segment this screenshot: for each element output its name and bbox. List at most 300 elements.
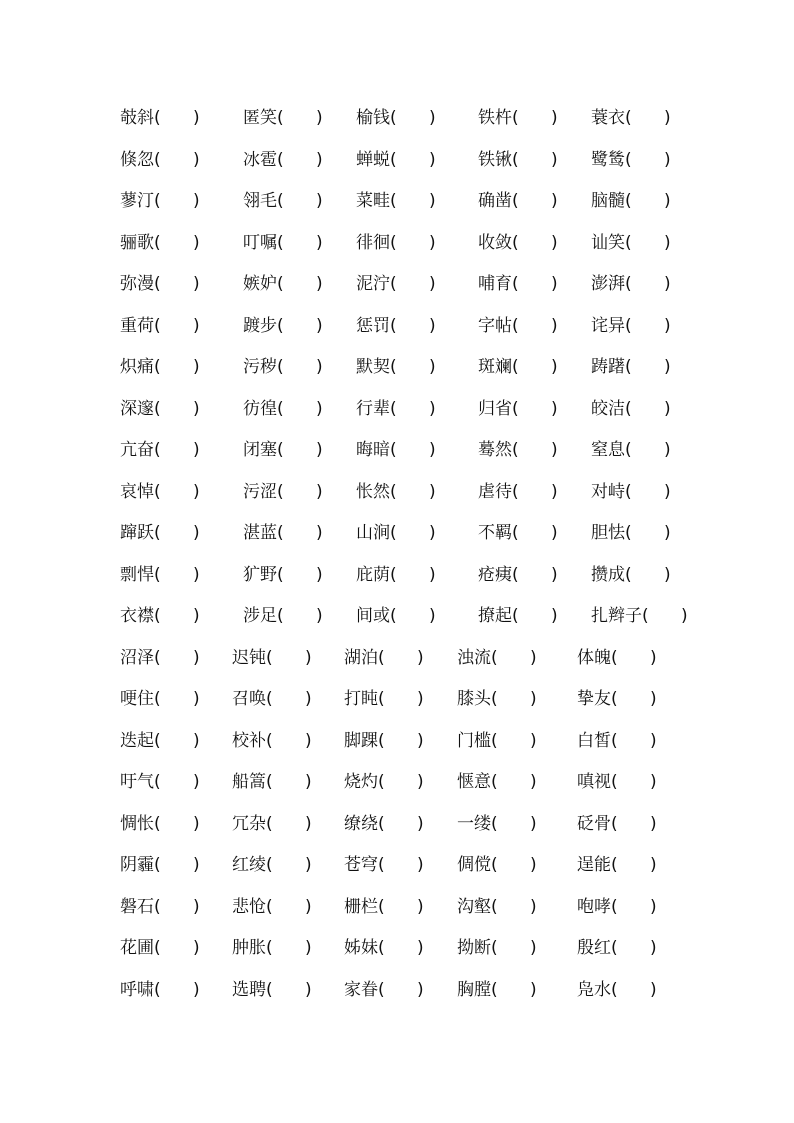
answer-blank[interactable]: ( ) <box>277 315 323 336</box>
answer-blank[interactable]: ( ) <box>266 938 312 958</box>
word-text: 烧灼 <box>344 772 378 792</box>
word-item <box>243 270 323 298</box>
word-text: 沟壑 <box>457 896 491 917</box>
word-text: 阴霾 <box>120 855 154 875</box>
answer-blank[interactable]: ( ) <box>378 647 424 668</box>
answer-blank[interactable]: ( ) <box>491 979 537 1000</box>
answer-blank[interactable]: ( ) <box>512 357 558 377</box>
word-item <box>243 395 323 423</box>
word-text: 一缕 <box>457 813 491 834</box>
answer-blank[interactable]: ( ) <box>266 730 312 751</box>
answer-blank[interactable]: ( ) <box>277 606 323 626</box>
word-item <box>577 851 657 879</box>
answer-blank[interactable]: ( ) <box>611 855 657 875</box>
answer-blank[interactable]: ( ) <box>390 481 436 502</box>
answer-blank[interactable]: ( ) <box>277 398 323 419</box>
word-text: 惬意 <box>457 772 491 792</box>
word-text: 哺育 <box>478 274 512 294</box>
word-item <box>243 229 323 257</box>
answer-blank[interactable]: ( ) <box>390 108 436 128</box>
answer-blank[interactable]: ( ) <box>512 523 558 543</box>
word-text: 重荷 <box>120 315 154 336</box>
word-text: 诧异 <box>591 315 625 336</box>
word-text: 彷徨 <box>243 398 277 419</box>
word-item <box>120 644 200 672</box>
answer-blank[interactable]: ( ) <box>390 149 436 170</box>
answer-blank[interactable]: ( ) <box>154 564 200 585</box>
answer-blank[interactable]: ( ) <box>266 855 312 875</box>
word-item <box>120 851 200 879</box>
answer-blank[interactable]: ( ) <box>154 357 200 377</box>
word-text: 蓼汀 <box>120 191 154 211</box>
word-text: 胸膛 <box>457 979 491 1000</box>
word-row <box>0 187 794 215</box>
word-item <box>356 602 436 630</box>
word-item <box>577 934 657 962</box>
word-row <box>0 561 794 589</box>
word-item <box>577 727 657 755</box>
word-text: 晦暗 <box>356 440 390 460</box>
word-text: 闭塞 <box>243 440 277 460</box>
word-item <box>232 768 312 796</box>
answer-blank[interactable]: ( ) <box>512 191 558 211</box>
word-text: 炽痛 <box>120 357 154 377</box>
answer-blank[interactable]: ( ) <box>277 357 323 377</box>
word-text: 逞能 <box>577 855 611 875</box>
answer-blank[interactable]: ( ) <box>154 191 200 211</box>
word-text: 哀悼 <box>120 481 154 502</box>
answer-blank[interactable]: ( ) <box>512 398 558 419</box>
word-item <box>591 478 671 506</box>
word-item <box>457 934 537 962</box>
answer-blank[interactable]: ( ) <box>512 274 558 294</box>
word-row <box>0 810 794 838</box>
answer-blank[interactable]: ( ) <box>266 813 312 834</box>
answer-blank[interactable]: ( ) <box>390 191 436 211</box>
answer-blank[interactable]: ( ) <box>642 606 688 626</box>
word-item <box>243 602 323 630</box>
word-row <box>0 893 794 921</box>
word-text: 怅然 <box>356 481 390 502</box>
word-item <box>356 561 436 589</box>
word-text: 惆怅 <box>120 813 154 834</box>
word-text: 吁气 <box>120 772 154 792</box>
word-text: 蹿跃 <box>120 523 154 543</box>
answer-blank[interactable]: ( ) <box>390 398 436 419</box>
word-item <box>356 146 436 174</box>
answer-blank[interactable]: ( ) <box>390 274 436 294</box>
word-item <box>478 519 558 547</box>
answer-blank[interactable]: ( ) <box>390 315 436 336</box>
word-row <box>0 644 794 672</box>
word-row <box>0 229 794 257</box>
answer-blank[interactable]: ( ) <box>625 523 671 543</box>
answer-blank[interactable]: ( ) <box>154 938 200 958</box>
answer-blank[interactable]: ( ) <box>611 938 657 958</box>
word-item <box>243 561 323 589</box>
word-item <box>478 146 558 174</box>
word-text: 惩罚 <box>356 315 390 336</box>
word-item <box>344 685 424 713</box>
word-text: 山涧 <box>356 523 390 543</box>
answer-blank[interactable]: ( ) <box>277 274 323 294</box>
word-item <box>577 644 657 672</box>
answer-blank[interactable]: ( ) <box>277 232 323 253</box>
word-item <box>120 893 200 921</box>
answer-blank[interactable]: ( ) <box>154 689 200 709</box>
answer-blank[interactable]: ( ) <box>266 896 312 917</box>
answer-blank[interactable]: ( ) <box>277 108 323 128</box>
word-text: 蓑衣 <box>591 108 625 128</box>
answer-blank[interactable]: ( ) <box>611 772 657 792</box>
word-item <box>120 727 200 755</box>
word-text: 斑斓 <box>478 357 512 377</box>
word-text: 鹭鸶 <box>591 149 625 170</box>
word-text: 肿胀 <box>232 938 266 958</box>
answer-blank[interactable]: ( ) <box>611 730 657 751</box>
answer-blank[interactable]: ( ) <box>625 232 671 253</box>
word-text: 花圃 <box>120 938 154 958</box>
word-item <box>120 104 200 132</box>
word-text: 倏忽 <box>120 149 154 170</box>
word-text: 嗔视 <box>577 772 611 792</box>
word-text: 翎毛 <box>243 191 277 211</box>
word-text: 撩起 <box>478 606 512 626</box>
answer-blank[interactable]: ( ) <box>378 979 424 1000</box>
word-row <box>0 312 794 340</box>
answer-blank[interactable]: ( ) <box>378 938 424 958</box>
word-text: 召唤 <box>232 689 266 709</box>
answer-blank[interactable]: ( ) <box>277 523 323 543</box>
answer-blank[interactable]: ( ) <box>277 564 323 585</box>
word-item <box>120 353 200 381</box>
word-text: 倜傥 <box>457 855 491 875</box>
answer-blank[interactable]: ( ) <box>625 481 671 502</box>
word-item <box>232 727 312 755</box>
word-text: 亢奋 <box>120 440 154 460</box>
word-text: 收敛 <box>478 232 512 253</box>
answer-blank[interactable]: ( ) <box>154 896 200 917</box>
answer-blank[interactable]: ( ) <box>491 772 537 792</box>
word-item <box>356 312 436 340</box>
word-item <box>356 229 436 257</box>
word-item <box>591 602 688 630</box>
word-item <box>356 353 436 381</box>
word-item <box>243 436 323 464</box>
word-text: 虐待 <box>478 481 512 502</box>
answer-blank[interactable]: ( ) <box>491 689 537 709</box>
word-item <box>356 187 436 215</box>
answer-blank[interactable]: ( ) <box>277 481 323 502</box>
word-item <box>457 851 537 879</box>
answer-blank[interactable]: ( ) <box>625 398 671 419</box>
answer-blank[interactable]: ( ) <box>154 979 200 1000</box>
answer-blank[interactable]: ( ) <box>154 523 200 543</box>
word-text: 踱步 <box>243 315 277 336</box>
answer-blank[interactable]: ( ) <box>625 274 671 294</box>
word-item <box>344 644 424 672</box>
word-item <box>457 727 537 755</box>
answer-blank[interactable]: ( ) <box>154 730 200 751</box>
word-text: 叮嘱 <box>243 232 277 253</box>
word-row <box>0 436 794 464</box>
word-text: 家眷 <box>344 979 378 1000</box>
word-text: 拗断 <box>457 938 491 958</box>
word-text: 挚友 <box>577 689 611 709</box>
answer-blank[interactable]: ( ) <box>625 357 671 377</box>
word-row <box>0 934 794 962</box>
answer-blank[interactable]: ( ) <box>611 813 657 834</box>
word-text: 铁锹 <box>478 149 512 170</box>
word-item <box>591 312 671 340</box>
word-item <box>356 104 436 132</box>
word-item <box>591 187 671 215</box>
word-item <box>120 685 200 713</box>
answer-blank[interactable]: ( ) <box>154 813 200 834</box>
word-row <box>0 519 794 547</box>
word-row <box>0 478 794 506</box>
word-text: 澎湃 <box>591 274 625 294</box>
word-text: 红绫 <box>232 855 266 875</box>
word-item <box>344 851 424 879</box>
answer-blank[interactable]: ( ) <box>512 440 558 460</box>
word-item <box>120 395 200 423</box>
answer-blank[interactable]: ( ) <box>378 772 424 792</box>
word-text: 间或 <box>356 606 390 626</box>
word-text: 扎辫子 <box>591 606 642 626</box>
answer-blank[interactable]: ( ) <box>491 896 537 917</box>
word-text: 冗杂 <box>232 813 266 834</box>
answer-blank[interactable]: ( ) <box>154 481 200 502</box>
answer-blank[interactable]: ( ) <box>491 730 537 751</box>
word-item <box>457 976 537 1004</box>
word-item <box>591 353 671 381</box>
answer-blank[interactable]: ( ) <box>378 730 424 751</box>
answer-blank[interactable]: ( ) <box>378 689 424 709</box>
word-text: 砭骨 <box>577 813 611 834</box>
word-item <box>232 685 312 713</box>
answer-blank[interactable]: ( ) <box>625 315 671 336</box>
answer-blank[interactable]: ( ) <box>390 523 436 543</box>
answer-blank[interactable]: ( ) <box>154 398 200 419</box>
answer-blank[interactable]: ( ) <box>378 855 424 875</box>
word-text: 殷红 <box>577 938 611 958</box>
word-item <box>243 104 323 132</box>
word-text: 哽住 <box>120 689 154 709</box>
word-item <box>591 561 671 589</box>
word-text: 打盹 <box>344 689 378 709</box>
word-item <box>344 934 424 962</box>
word-text: 讪笑 <box>591 232 625 253</box>
word-item <box>478 353 558 381</box>
word-text: 脑髓 <box>591 191 625 211</box>
answer-blank[interactable]: ( ) <box>266 979 312 1000</box>
word-item <box>478 229 558 257</box>
word-item <box>344 893 424 921</box>
word-text: 踌躇 <box>591 357 625 377</box>
answer-blank[interactable]: ( ) <box>491 938 537 958</box>
word-item <box>120 187 200 215</box>
word-item <box>457 810 537 838</box>
answer-blank[interactable]: ( ) <box>390 606 436 626</box>
word-item <box>591 146 671 174</box>
answer-blank[interactable]: ( ) <box>154 274 200 294</box>
answer-blank[interactable]: ( ) <box>491 813 537 834</box>
word-text: 深邃 <box>120 398 154 419</box>
word-item <box>232 934 312 962</box>
word-row <box>0 851 794 879</box>
answer-blank[interactable]: ( ) <box>154 108 200 128</box>
answer-blank[interactable]: ( ) <box>611 979 657 1000</box>
answer-blank[interactable]: ( ) <box>154 315 200 336</box>
answer-blank[interactable]: ( ) <box>277 440 323 460</box>
word-text: 行辈 <box>356 398 390 419</box>
word-item <box>356 519 436 547</box>
answer-blank[interactable]: ( ) <box>277 149 323 170</box>
word-text: 确凿 <box>478 191 512 211</box>
word-item <box>478 561 558 589</box>
word-text: 榆钱 <box>356 108 390 128</box>
word-text: 默契 <box>356 357 390 377</box>
word-row <box>0 353 794 381</box>
word-item <box>356 270 436 298</box>
word-item <box>243 519 323 547</box>
word-item <box>356 478 436 506</box>
word-item <box>120 229 200 257</box>
answer-blank[interactable]: ( ) <box>611 689 657 709</box>
answer-blank[interactable]: ( ) <box>512 564 558 585</box>
word-item <box>232 644 312 672</box>
word-text: 蓦然 <box>478 440 512 460</box>
answer-blank[interactable]: ( ) <box>625 149 671 170</box>
word-item <box>120 976 200 1004</box>
word-item <box>356 395 436 423</box>
word-item <box>232 851 312 879</box>
word-text: 浊流 <box>457 647 491 668</box>
word-text: 菜畦 <box>356 191 390 211</box>
word-item <box>232 893 312 921</box>
word-item <box>120 270 200 298</box>
word-item <box>243 146 323 174</box>
word-text: 攲斜 <box>120 108 154 128</box>
word-text: 选聘 <box>232 979 266 1000</box>
answer-blank[interactable]: ( ) <box>154 772 200 792</box>
answer-blank[interactable]: ( ) <box>625 564 671 585</box>
answer-blank[interactable]: ( ) <box>390 564 436 585</box>
word-text: 胆怯 <box>591 523 625 543</box>
word-row <box>0 270 794 298</box>
answer-blank[interactable]: ( ) <box>378 896 424 917</box>
answer-blank[interactable]: ( ) <box>491 855 537 875</box>
word-text: 湖泊 <box>344 647 378 668</box>
word-item <box>577 976 657 1004</box>
word-text: 犷野 <box>243 564 277 585</box>
answer-blank[interactable]: ( ) <box>266 772 312 792</box>
answer-blank[interactable]: ( ) <box>378 813 424 834</box>
word-item <box>120 478 200 506</box>
answer-blank[interactable]: ( ) <box>625 191 671 211</box>
answer-blank[interactable]: ( ) <box>512 149 558 170</box>
word-item <box>577 768 657 796</box>
word-item <box>591 395 671 423</box>
word-text: 栅栏 <box>344 896 378 917</box>
answer-blank[interactable]: ( ) <box>390 440 436 460</box>
word-item <box>243 187 323 215</box>
word-text: 不羁 <box>478 523 512 543</box>
word-text: 窒息 <box>591 440 625 460</box>
word-item <box>356 436 436 464</box>
answer-blank[interactable]: ( ) <box>611 896 657 917</box>
word-item <box>478 395 558 423</box>
word-item <box>120 436 200 464</box>
answer-blank[interactable]: ( ) <box>277 191 323 211</box>
word-text: 湛蓝 <box>243 523 277 543</box>
word-item <box>591 436 671 464</box>
answer-blank[interactable]: ( ) <box>266 689 312 709</box>
answer-blank[interactable]: ( ) <box>154 606 200 626</box>
word-row <box>0 146 794 174</box>
answer-blank[interactable]: ( ) <box>154 647 200 668</box>
word-row <box>0 685 794 713</box>
word-text: 攒成 <box>591 564 625 585</box>
word-text: 悲怆 <box>232 896 266 917</box>
word-item <box>120 768 200 796</box>
answer-blank[interactable]: ( ) <box>512 108 558 128</box>
word-item <box>120 934 200 962</box>
word-text: 蝉蜕 <box>356 149 390 170</box>
answer-blank[interactable]: ( ) <box>611 647 657 668</box>
word-text: 皎洁 <box>591 398 625 419</box>
word-item <box>591 104 671 132</box>
word-item <box>478 104 558 132</box>
answer-blank[interactable]: ( ) <box>154 149 200 170</box>
word-text: 归省 <box>478 398 512 419</box>
answer-blank[interactable]: ( ) <box>512 315 558 336</box>
word-item <box>344 810 424 838</box>
answer-blank[interactable]: ( ) <box>512 232 558 253</box>
word-item <box>478 478 558 506</box>
answer-blank[interactable]: ( ) <box>625 440 671 460</box>
word-item <box>243 353 323 381</box>
word-text: 匿笑 <box>243 108 277 128</box>
word-item <box>457 768 537 796</box>
word-text: 骊歌 <box>120 232 154 253</box>
word-item <box>344 976 424 1004</box>
answer-blank[interactable]: ( ) <box>154 232 200 253</box>
word-text: 缭绕 <box>344 813 378 834</box>
word-text: 船篙 <box>232 772 266 792</box>
answer-blank[interactable]: ( ) <box>266 647 312 668</box>
word-text: 呼啸 <box>120 979 154 1000</box>
word-text: 膝头 <box>457 689 491 709</box>
answer-blank[interactable]: ( ) <box>512 606 558 626</box>
word-item <box>478 436 558 464</box>
word-item <box>478 602 558 630</box>
answer-blank[interactable]: ( ) <box>154 855 200 875</box>
word-row <box>0 727 794 755</box>
word-text: 庇荫 <box>356 564 390 585</box>
word-item <box>120 312 200 340</box>
answer-blank[interactable]: ( ) <box>512 481 558 502</box>
answer-blank[interactable]: ( ) <box>390 232 436 253</box>
word-text: 冰雹 <box>243 149 277 170</box>
answer-blank[interactable]: ( ) <box>625 108 671 128</box>
word-text: 涉足 <box>243 606 277 626</box>
word-item <box>120 602 200 630</box>
answer-blank[interactable]: ( ) <box>390 357 436 377</box>
answer-blank[interactable]: ( ) <box>154 440 200 460</box>
answer-blank[interactable]: ( ) <box>491 647 537 668</box>
